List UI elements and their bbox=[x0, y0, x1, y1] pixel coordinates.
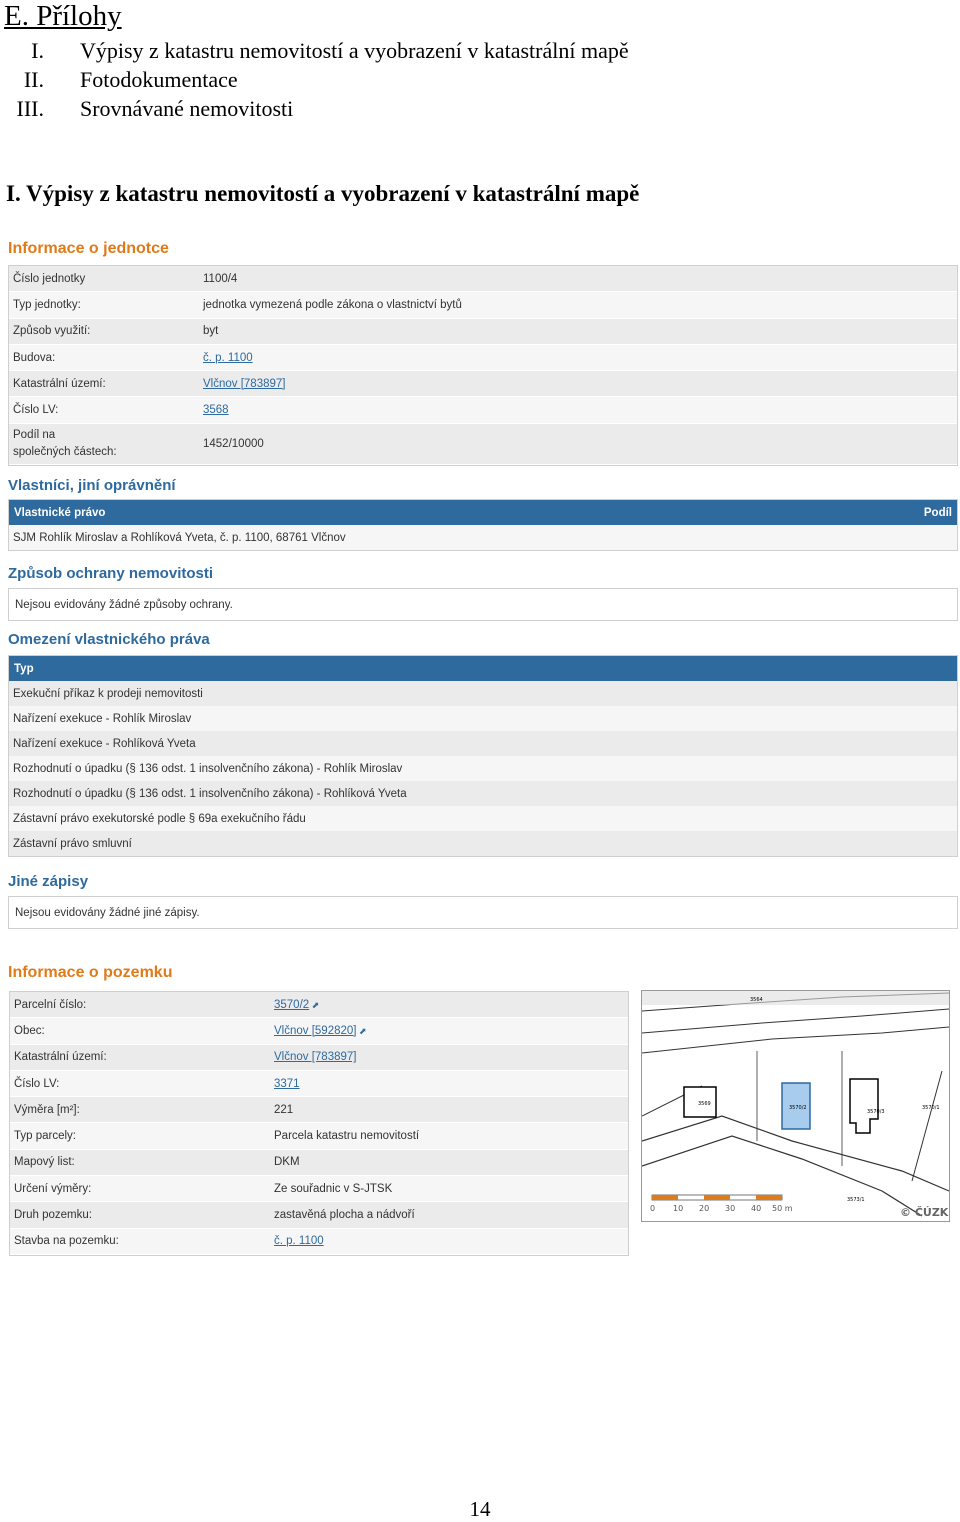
row-label: Druh pozemku: bbox=[14, 1209, 92, 1222]
table-row: Exekuční příkaz k prodeji nemovitosti bbox=[9, 681, 957, 706]
row-label: Budova: bbox=[13, 351, 56, 364]
other-notice: Nejsou evidovány žádné jiné zápisy. bbox=[8, 896, 958, 929]
table-row bbox=[9, 371, 957, 397]
toc-item bbox=[0, 65, 629, 94]
toc-text: Fotodokumentace bbox=[80, 67, 238, 92]
unit-info-title: Informace o jednotce bbox=[8, 240, 169, 257]
owners-title: Vlastníci, jiní oprávnění bbox=[8, 477, 176, 494]
scale-label: 30 bbox=[725, 1204, 736, 1213]
table-row: Nařízení exekuce - Rohlíková Yveta bbox=[9, 731, 957, 756]
row-label: Katastrální území: bbox=[14, 1051, 107, 1064]
toc-number: II. bbox=[23, 67, 44, 92]
row-label: Mapový list: bbox=[14, 1156, 75, 1169]
row-value: zastavěná plocha a nádvoří bbox=[274, 1209, 415, 1222]
scale-label: 0 bbox=[650, 1204, 656, 1213]
owners-header-right: Podíl bbox=[923, 506, 952, 519]
cadastral-area-link[interactable]: Vlčnov [783897] bbox=[203, 377, 286, 390]
table-row: Rozhodnutí o úpadku (§ 136 odst. 1 insolvenčního zákona) - Rohlík Miroslav bbox=[9, 756, 957, 781]
table-row bbox=[9, 292, 957, 318]
row-label: Výměra [m²]: bbox=[14, 1103, 80, 1116]
toc-number: I. bbox=[31, 38, 44, 63]
row-label: Typ jednotky: bbox=[13, 298, 81, 311]
table-row bbox=[10, 1176, 628, 1202]
parcel-info-table bbox=[9, 991, 629, 1256]
map-parcel-label: 3570/2 bbox=[789, 1105, 807, 1111]
protection-notice: Nejsou evidovány žádné způsoby ochrany. bbox=[8, 588, 958, 621]
appendix-heading: E. Přílohy bbox=[4, 0, 122, 32]
map-drawing bbox=[642, 991, 949, 1221]
row-label: Číslo LV: bbox=[14, 1077, 60, 1090]
scale-label: 40 bbox=[751, 1204, 762, 1213]
cadastral-map[interactable] bbox=[641, 990, 950, 1222]
row-label: Způsob využití: bbox=[13, 325, 91, 338]
table-row: Zástavní právo exekutorské podle § 69a exekučního řádu bbox=[9, 806, 957, 831]
map-copyright: © ČÚZK bbox=[900, 1206, 949, 1219]
lv-link[interactable]: 3371 bbox=[274, 1077, 300, 1090]
owners-header bbox=[9, 500, 957, 525]
row-value: 1100/4 bbox=[203, 272, 238, 285]
row-value: byt bbox=[203, 325, 219, 338]
other-title: Jiné zápisy bbox=[8, 873, 89, 890]
table-row bbox=[10, 1071, 628, 1097]
map-parcel-label: 3573/1 bbox=[847, 1197, 865, 1203]
toc-item bbox=[0, 36, 629, 65]
table-row bbox=[10, 1150, 628, 1176]
row-value: 1452/10000 bbox=[203, 437, 264, 450]
row-label: Stavba na pozemku: bbox=[14, 1235, 119, 1248]
parcel-number-link[interactable]: 3570/2 bbox=[274, 998, 310, 1011]
row-label: Obec: bbox=[14, 1024, 45, 1037]
row-label: Číslo jednotky bbox=[13, 272, 86, 285]
owners-table bbox=[8, 499, 958, 551]
toc-text: Výpisy z katastru nemovitostí a vyobrazení v katastrální mapě bbox=[80, 38, 629, 63]
toc-text: Srovnávané nemovitosti bbox=[80, 96, 294, 121]
table-row bbox=[10, 1097, 628, 1123]
row-value: Ze souřadnic v S-JTSK bbox=[274, 1182, 393, 1195]
table-row bbox=[10, 1018, 628, 1044]
map-parcel-label: 3569 bbox=[698, 1101, 711, 1107]
external-link-icon[interactable]: ⬈ bbox=[356, 1025, 367, 1036]
table-row bbox=[9, 397, 957, 423]
unit-info-table bbox=[8, 265, 958, 466]
parcel-info-title: Informace o pozemku bbox=[8, 964, 173, 981]
table-row: Zástavní právo smluvní bbox=[9, 831, 957, 856]
table-row bbox=[9, 266, 957, 292]
row-label: Katastrální území: bbox=[13, 377, 106, 390]
row-label: Podíl na společných částech: bbox=[13, 428, 117, 458]
scale-label: 20 bbox=[699, 1204, 710, 1213]
toc-item bbox=[0, 94, 629, 123]
table-row bbox=[9, 345, 957, 371]
restrictions-title: Omezení vlastnického práva bbox=[8, 631, 210, 648]
table-row bbox=[10, 1202, 628, 1228]
table-row: Nařízení exekuce - Rohlík Miroslav bbox=[9, 706, 957, 731]
lv-link[interactable]: 3568 bbox=[203, 404, 229, 417]
table-row bbox=[10, 992, 628, 1018]
protection-title: Způsob ochrany nemovitosti bbox=[8, 565, 214, 582]
row-label: Parcelní číslo: bbox=[14, 998, 87, 1011]
row-label: Číslo LV: bbox=[13, 404, 59, 417]
row-value: Parcela katastru nemovitostí bbox=[274, 1130, 420, 1143]
table-row bbox=[10, 1045, 628, 1071]
map-parcel-label: 3570/1 bbox=[922, 1105, 940, 1111]
table-of-contents bbox=[0, 36, 629, 123]
row-value: jednotka vymezená podle zákona o vlastnictví bytů bbox=[203, 298, 462, 311]
table-row: Rozhodnutí o úpadku (§ 136 odst. 1 insolvenčního zákona) - Rohlíková Yveta bbox=[9, 781, 957, 806]
scale-label: 50 m bbox=[772, 1204, 793, 1213]
row-value: DKM bbox=[274, 1156, 300, 1169]
toc-number: III. bbox=[16, 96, 44, 121]
section-title: I. Výpisy z katastru nemovitostí a vyobrazení v katastrální mapě bbox=[6, 181, 640, 206]
restrictions-header bbox=[9, 656, 957, 681]
table-row bbox=[10, 1229, 628, 1255]
building-link[interactable]: č. p. 1100 bbox=[274, 1235, 324, 1248]
table-row bbox=[10, 1123, 628, 1149]
cadastral-area-link[interactable]: Vlčnov [783897] bbox=[274, 1051, 357, 1064]
restrictions-table bbox=[8, 655, 958, 857]
restrictions-header-label: Typ bbox=[14, 662, 34, 675]
map-parcel-label: 3564 bbox=[750, 997, 763, 1003]
row-value: 221 bbox=[274, 1103, 294, 1116]
scale-label: 10 bbox=[673, 1204, 684, 1213]
external-link-icon[interactable]: ⬈ bbox=[309, 999, 320, 1010]
page-number: 14 bbox=[469, 1497, 491, 1521]
map-parcel-label: 3570/3 bbox=[867, 1109, 885, 1115]
table-row bbox=[9, 424, 957, 465]
municipality-link[interactable]: Vlčnov [592820] bbox=[274, 1024, 357, 1037]
building-link[interactable]: č. p. 1100 bbox=[203, 351, 253, 364]
table-row bbox=[9, 319, 957, 345]
row-label: Typ parcely: bbox=[14, 1130, 76, 1143]
owners-header-left: Vlastnické právo bbox=[14, 506, 106, 519]
row-label: Určení výměry: bbox=[14, 1182, 92, 1195]
table-row: SJM Rohlík Miroslav a Rohlíková Yveta, č. p. 1100, 68761 Vlčnov bbox=[9, 525, 957, 550]
